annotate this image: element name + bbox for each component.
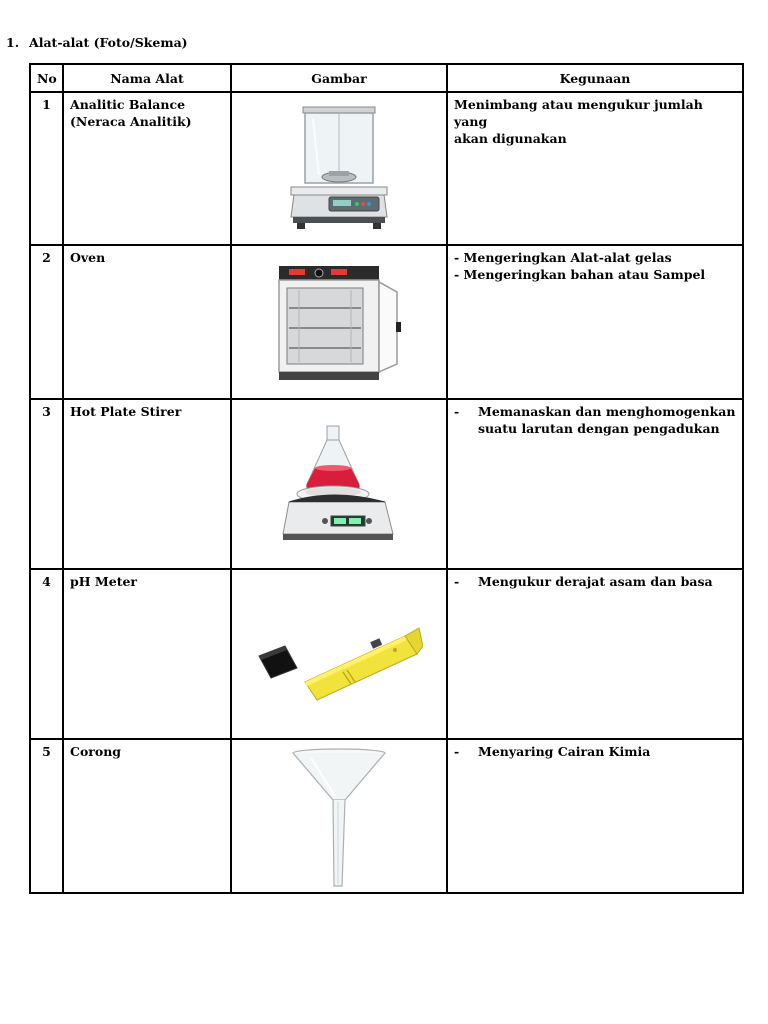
table-row <box>30 245 743 399</box>
tool-name-line: Oven <box>70 250 106 265</box>
tool-image-cell <box>231 739 447 893</box>
tool-name-line: Hot Plate Stirer <box>70 404 182 419</box>
use-line: Memanaskan dan menghomogenkan suatu larutan dengan pengadukan <box>478 404 736 436</box>
use-line: Menimbang atau mengukur jumlah yang <box>454 97 703 129</box>
use-dash: - <box>454 404 460 419</box>
section-title: Alat-alat (Foto/Skema) <box>29 35 188 50</box>
tool-name-line: Analitic Balance <box>70 97 186 112</box>
oven-icon <box>269 264 409 382</box>
hot-plate-stirrer-icon <box>279 424 399 548</box>
tool-use <box>447 92 743 245</box>
tool-image-cell <box>231 92 447 245</box>
section-number: 1. <box>6 35 20 50</box>
use-dash: - <box>454 744 460 759</box>
header-image: Gambar <box>231 64 447 92</box>
row-number: 5 <box>30 739 63 893</box>
use-line: - Mengeringkan Alat-alat gelas <box>454 250 672 265</box>
use-line: akan digunakan <box>454 131 567 146</box>
use-line: - Mengeringkan bahan atau Sampel <box>454 267 706 282</box>
header-use: Kegunaan <box>447 64 743 92</box>
section-heading <box>6 35 188 50</box>
tool-name-line: pH Meter <box>70 574 138 589</box>
tool-image-cell <box>231 245 447 399</box>
use-item <box>454 743 736 760</box>
tool-image-cell <box>231 399 447 569</box>
row-number: 4 <box>30 569 63 739</box>
use-item <box>454 573 736 590</box>
tools-table <box>29 63 744 894</box>
tool-name <box>63 569 231 739</box>
row-number: 3 <box>30 399 63 569</box>
use-item <box>454 403 736 437</box>
use-dash: - <box>454 574 460 589</box>
tool-name <box>63 245 231 399</box>
tool-use <box>447 399 743 569</box>
table-header-row <box>30 64 743 92</box>
use-line: Menyaring Cairan Kimia <box>478 744 651 759</box>
tool-use <box>447 739 743 893</box>
tool-name <box>63 739 231 893</box>
table-row <box>30 399 743 569</box>
tool-name-line: Corong <box>70 744 122 759</box>
tool-name <box>63 399 231 569</box>
header-name: Nama Alat <box>63 64 231 92</box>
use-line: Mengukur derajat asam dan basa <box>478 574 713 589</box>
table-row <box>30 739 743 893</box>
analytical-balance-icon <box>289 105 389 233</box>
ph-meter-icon <box>255 606 423 702</box>
table-row <box>30 92 743 245</box>
tool-image-cell <box>231 569 447 739</box>
table-row <box>30 569 743 739</box>
funnel-icon <box>281 746 397 890</box>
tool-use <box>447 569 743 739</box>
tool-name-line: (Neraca Analitik) <box>70 114 192 129</box>
row-number: 1 <box>30 92 63 245</box>
tool-name <box>63 92 231 245</box>
header-no: No <box>30 64 63 92</box>
row-number: 2 <box>30 245 63 399</box>
tool-use <box>447 245 743 399</box>
